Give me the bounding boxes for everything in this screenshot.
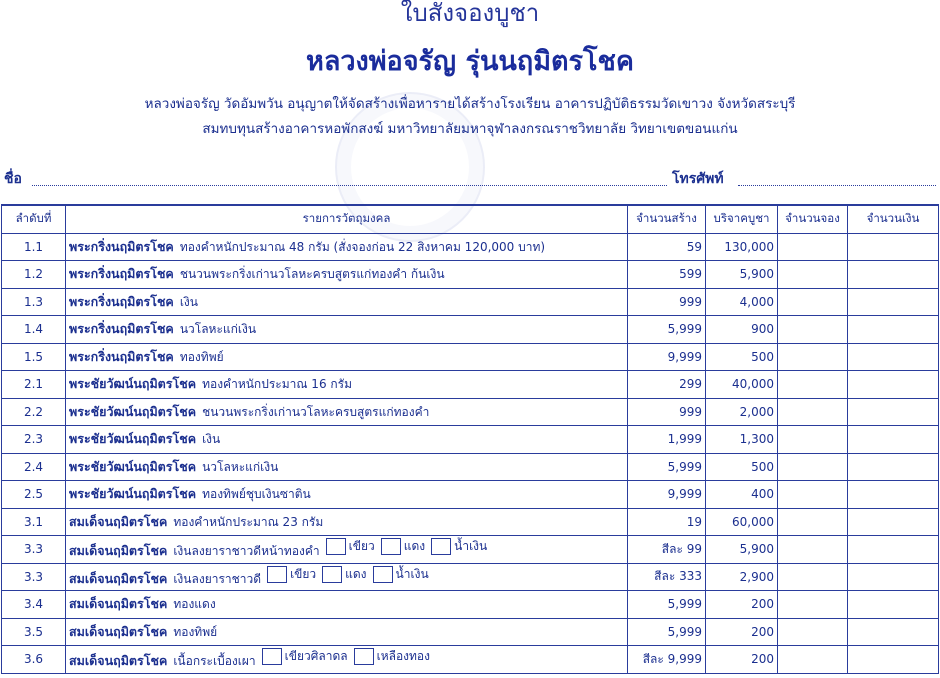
amount-cell[interactable]	[848, 343, 939, 371]
item-cell	[66, 618, 628, 646]
item-description: ทองคำหนักประมาณ 23 กรัม	[173, 514, 324, 529]
page-title: หลวงพ่อจรัญ รุ่นนฤมิตรโชค	[306, 46, 634, 77]
item-price: 4,000	[706, 288, 778, 316]
amount-cell[interactable]	[848, 646, 939, 674]
item-price: 60,000	[706, 508, 778, 536]
item-price: 500	[706, 453, 778, 481]
item-number: 3.1	[2, 508, 66, 536]
reserve-cell[interactable]	[778, 591, 848, 619]
table-row	[2, 591, 939, 619]
reserve-cell[interactable]	[778, 508, 848, 536]
color-option-label: แดง	[403, 539, 426, 554]
color-option-label: เหลืองทอง	[376, 649, 431, 664]
item-quantity: 5,999	[628, 618, 706, 646]
checkbox-icon[interactable]	[262, 648, 282, 665]
item-name: พระกริ่งนฤมิตรโชค	[69, 348, 174, 364]
item-number: 3.5	[2, 618, 66, 646]
color-option-label: เขียวศิลาดล	[284, 649, 348, 664]
item-description: เงิน	[179, 294, 198, 309]
item-description: ทองทิพย์	[179, 349, 224, 364]
item-cell	[66, 426, 628, 454]
checkbox-icon[interactable]	[381, 538, 401, 555]
header-cell-price: บริจาคบูชา	[706, 205, 778, 233]
item-description: เนื้อกระเบื้องเผา	[173, 654, 256, 669]
reserve-cell[interactable]	[778, 398, 848, 426]
item-cell	[66, 563, 628, 591]
item-name: สมเด็จนฤมิตรโชค	[69, 653, 168, 669]
item-number: 1.1	[2, 233, 66, 261]
item-quantity: สีละ 9,999	[628, 646, 706, 674]
table-header-row	[2, 205, 939, 233]
table-row	[2, 646, 939, 674]
item-description: เงินลงยาราชาวดีหน้าทองคำ	[173, 544, 320, 559]
item-description: เงิน	[202, 432, 221, 447]
checkbox-icon[interactable]	[322, 566, 342, 583]
item-description: นวโลหะแก่เงิน	[202, 459, 279, 474]
item-price: 500	[706, 343, 778, 371]
table-row	[2, 563, 939, 591]
table-row	[2, 261, 939, 289]
item-quantity: 599	[628, 261, 706, 289]
reserve-cell[interactable]	[778, 288, 848, 316]
color-option-label: น้ำเงิน	[454, 539, 488, 554]
amount-cell[interactable]	[848, 288, 939, 316]
item-quantity: 9,999	[628, 481, 706, 509]
item-number: 3.4	[2, 591, 66, 619]
reserve-cell[interactable]	[778, 343, 848, 371]
checkbox-icon[interactable]	[354, 648, 374, 665]
amount-cell[interactable]	[848, 536, 939, 564]
item-number: 2.1	[2, 371, 66, 399]
reserve-cell[interactable]	[778, 453, 848, 481]
item-price: 200	[706, 618, 778, 646]
item-quantity: 19	[628, 508, 706, 536]
item-name: พระชัยวัฒน์นฤมิตรโชค	[69, 458, 197, 474]
header-cell-qty: จำนวนสร้าง	[628, 205, 706, 233]
item-description: ทองทิพย์ชุบเงินซาติน	[202, 487, 311, 502]
item-cell	[66, 371, 628, 399]
color-option[interactable]	[354, 647, 430, 666]
reserve-cell[interactable]	[778, 536, 848, 564]
item-number: 2.5	[2, 481, 66, 509]
item-description: ชนวนพระกริ่งเก่านวโลหะครบสูตรแก่ทองคำ ก้นเงิน	[179, 267, 445, 282]
item-cell	[66, 646, 628, 674]
item-price: 5,900	[706, 536, 778, 564]
table-row	[2, 288, 939, 316]
reserve-cell[interactable]	[778, 646, 848, 674]
item-quantity: 299	[628, 371, 706, 399]
item-name: พระชัยวัฒน์นฤมิตรโชค	[69, 431, 197, 447]
item-price: 2,900	[706, 563, 778, 591]
amount-cell[interactable]	[848, 453, 939, 481]
item-cell	[66, 536, 628, 564]
item-price: 40,000	[706, 371, 778, 399]
page-subtitle: ใบสั่งจองบูชา	[400, 0, 540, 27]
color-option-label: น้ำเงิน	[395, 566, 429, 581]
color-option[interactable]	[431, 537, 487, 556]
item-name: พระชัยวัฒน์นฤมิตรโชค	[69, 376, 197, 392]
table-row	[2, 508, 939, 536]
header-cell-amount: จำนวนเงิน	[848, 205, 939, 233]
item-quantity: 999	[628, 398, 706, 426]
reserve-cell[interactable]	[778, 426, 848, 454]
amount-cell[interactable]	[848, 481, 939, 509]
table-row	[2, 371, 939, 399]
item-cell	[66, 233, 628, 261]
amount-cell[interactable]	[848, 398, 939, 426]
item-price: 130,000	[706, 233, 778, 261]
item-number: 2.3	[2, 426, 66, 454]
table-row	[2, 343, 939, 371]
color-option[interactable]	[381, 537, 425, 556]
item-cell	[66, 398, 628, 426]
checkbox-icon[interactable]	[373, 566, 393, 583]
item-quantity: 9,999	[628, 343, 706, 371]
item-number: 1.5	[2, 343, 66, 371]
amount-cell[interactable]	[848, 508, 939, 536]
header-cell-reserve: จำนวนจอง	[778, 205, 848, 233]
item-quantity: สีละ 99	[628, 536, 706, 564]
item-number: 3.3	[2, 563, 66, 591]
color-option[interactable]	[322, 565, 366, 584]
item-number: 3.3	[2, 536, 66, 564]
item-cell	[66, 508, 628, 536]
intro-line-1: หลวงพ่อจรัญ วัดอัมพวัน อนุญาตให้จัดสร้างเพื่อหารายได้สร้างโรงเรียน อาคารปฏิบัติธรรมวัดเขาวง จังหวัดสระบุรี	[144, 96, 796, 112]
item-name: สมเด็จนฤมิตรโชค	[69, 570, 168, 586]
item-cell	[66, 316, 628, 344]
color-option-label: แดง	[345, 566, 367, 581]
name-label: ชื่อ	[4, 171, 22, 187]
amount-cell[interactable]	[848, 563, 939, 591]
header-cell-item: รายการวัตถุมงคล	[66, 205, 628, 233]
reserve-cell[interactable]	[778, 563, 848, 591]
item-price: 200	[706, 591, 778, 619]
item-description: ทองทิพย์	[173, 624, 218, 639]
item-cell	[66, 591, 628, 619]
item-cell	[66, 481, 628, 509]
color-option[interactable]	[267, 565, 316, 584]
name-field[interactable]	[32, 185, 667, 186]
amount-cell[interactable]	[848, 371, 939, 399]
contact-line	[0, 168, 940, 192]
intro-line-2: สมทบทุนสร้างอาคารหอพักสงฆ์ มหาวิทยาลัยมหาจุฬาลงกรณราชวิทยาลัย วิทยาเขตขอนแก่น	[202, 121, 738, 137]
table-row	[2, 233, 939, 261]
item-number: 1.3	[2, 288, 66, 316]
phone-label: โทรศัพท์	[672, 171, 724, 187]
table-row	[2, 618, 939, 646]
item-number: 2.4	[2, 453, 66, 481]
item-name: สมเด็จนฤมิตรโชค	[69, 596, 168, 612]
table-row	[2, 398, 939, 426]
item-description: ทองคำหนักประมาณ 48 กรัม (สั่งจองก่อน 22 สิงหาคม 120,000 บาท)	[179, 239, 546, 254]
item-name: สมเด็จนฤมิตรโชค	[69, 513, 168, 529]
item-name: พระกริ่งนฤมิตรโชค	[69, 293, 174, 309]
item-description: ทองคำหนักประมาณ 16 กรัม	[202, 377, 353, 392]
table-row	[2, 536, 939, 564]
checkbox-icon[interactable]	[267, 566, 287, 583]
item-quantity: สีละ 333	[628, 563, 706, 591]
item-name: พระชัยวัฒน์นฤมิตรโชค	[69, 486, 197, 502]
reserve-cell[interactable]	[778, 261, 848, 289]
item-price: 200	[706, 646, 778, 674]
item-description: ทองแดง	[173, 597, 216, 612]
item-name: พระชัยวัฒน์นฤมิตรโชค	[69, 403, 197, 419]
item-number: 3.6	[2, 646, 66, 674]
amount-cell[interactable]	[848, 618, 939, 646]
reserve-cell[interactable]	[778, 233, 848, 261]
item-cell	[66, 288, 628, 316]
reserve-cell[interactable]	[778, 371, 848, 399]
color-option[interactable]	[326, 537, 375, 556]
item-cell	[66, 343, 628, 371]
table-body	[2, 233, 939, 673]
table-row	[2, 453, 939, 481]
amount-cell[interactable]	[848, 233, 939, 261]
item-quantity: 5,999	[628, 591, 706, 619]
table-row	[2, 426, 939, 454]
item-number: 1.4	[2, 316, 66, 344]
reserve-cell[interactable]	[778, 316, 848, 344]
item-name: พระกริ่งนฤมิตรโชค	[69, 238, 174, 254]
item-quantity: 1,999	[628, 426, 706, 454]
item-name: สมเด็จนฤมิตรโชค	[69, 623, 168, 639]
item-name: สมเด็จนฤมิตรโชค	[69, 543, 168, 559]
item-price: 900	[706, 316, 778, 344]
color-option-label: เขียว	[290, 566, 317, 581]
item-cell	[66, 261, 628, 289]
item-quantity: 5,999	[628, 316, 706, 344]
checkbox-icon[interactable]	[326, 538, 346, 555]
amount-cell[interactable]	[848, 426, 939, 454]
item-price: 5,900	[706, 261, 778, 289]
item-name: พระกริ่งนฤมิตรโชค	[69, 321, 174, 337]
reserve-cell[interactable]	[778, 481, 848, 509]
reserve-cell[interactable]	[778, 618, 848, 646]
item-quantity: 999	[628, 288, 706, 316]
header-cell-no: ลำดับที่	[2, 205, 66, 233]
table-row	[2, 316, 939, 344]
item-description: เงินลงยาราชาวดี	[173, 571, 262, 586]
color-option-label: เขียว	[348, 539, 375, 554]
item-description: นวโลหะแก่เงิน	[179, 322, 257, 337]
item-price: 400	[706, 481, 778, 509]
item-description: ชนวนพระกริ่งเก่านวโลหะครบสูตรแก่ทองคำ	[202, 404, 430, 419]
table-row	[2, 481, 939, 509]
item-price: 1,300	[706, 426, 778, 454]
amount-cell[interactable]	[848, 261, 939, 289]
item-price: 2,000	[706, 398, 778, 426]
checkbox-icon[interactable]	[431, 538, 451, 555]
color-option[interactable]	[373, 565, 429, 584]
item-number: 2.2	[2, 398, 66, 426]
item-number: 1.2	[2, 261, 66, 289]
item-quantity: 5,999	[628, 453, 706, 481]
order-table	[1, 204, 939, 674]
amount-cell[interactable]	[848, 591, 939, 619]
item-cell	[66, 453, 628, 481]
item-quantity: 59	[628, 233, 706, 261]
amount-cell[interactable]	[848, 316, 939, 344]
item-name: พระกริ่งนฤมิตรโชค	[69, 266, 174, 282]
color-option[interactable]	[262, 647, 348, 666]
phone-field[interactable]	[738, 185, 936, 186]
